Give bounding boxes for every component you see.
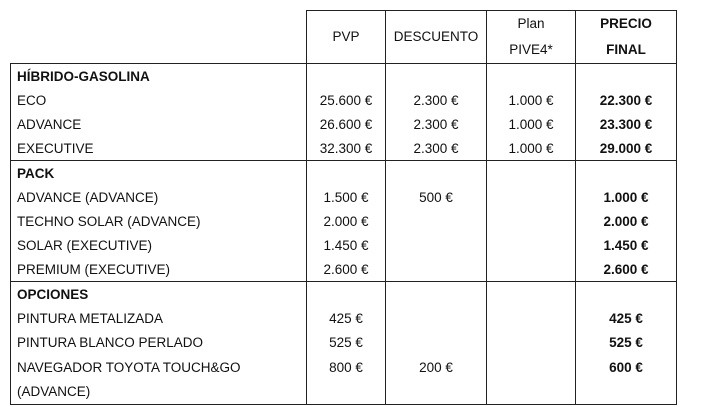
table-row	[11, 257, 677, 282]
price-table	[10, 10, 677, 405]
header-plan	[487, 11, 576, 64]
section-title: PACK	[11, 161, 307, 186]
row-pvp: 26.600 €	[307, 112, 386, 136]
row-descuento	[386, 330, 487, 354]
row-name: ADVANCE	[11, 112, 307, 136]
row-plan: 1.000 €	[487, 112, 576, 136]
row-descuento	[386, 209, 487, 233]
row-pvp: 1.500 €	[307, 185, 386, 209]
row-pvp: 425 €	[307, 306, 386, 330]
header-plan-line1: Plan	[517, 16, 545, 31]
row-final: 2.600 €	[576, 257, 677, 282]
table-row	[11, 330, 677, 354]
section-row-opciones	[11, 282, 677, 307]
row-plan: 1.000 €	[487, 88, 576, 112]
row-final: 1.000 €	[576, 185, 677, 209]
row-descuento	[386, 257, 487, 282]
row-pvp: 2.000 €	[307, 209, 386, 233]
row-name: PREMIUM (EXECUTIVE)	[11, 257, 307, 282]
row-plan	[487, 233, 576, 257]
row-pvp: 800 €	[307, 354, 386, 405]
table-row	[11, 209, 677, 233]
row-plan	[487, 306, 576, 330]
row-descuento: 2.300 €	[386, 112, 487, 136]
row-name: PINTURA METALIZADA	[11, 306, 307, 330]
row-final: 22.300 €	[576, 88, 677, 112]
section-row-pack	[11, 161, 677, 186]
header-precio-final	[576, 11, 677, 64]
row-final: 2.000 €	[576, 209, 677, 233]
row-plan	[487, 330, 576, 354]
row-name: PINTURA BLANCO PERLADO	[11, 330, 307, 354]
row-name-line2: (ADVANCE)	[17, 384, 91, 399]
row-descuento	[386, 306, 487, 330]
section-title: OPCIONES	[11, 282, 307, 307]
table-row	[11, 233, 677, 257]
row-name: SOLAR (EXECUTIVE)	[11, 233, 307, 257]
row-plan	[487, 354, 576, 405]
row-final: 1.450 €	[576, 233, 677, 257]
row-name	[11, 354, 307, 405]
table-row	[11, 112, 677, 136]
row-plan	[487, 185, 576, 209]
header-row	[11, 11, 677, 64]
row-descuento: 200 €	[386, 354, 487, 405]
row-name-line1: NAVEGADOR TOYOTA TOUCH&GO	[17, 360, 241, 375]
table-row	[11, 88, 677, 112]
row-final: 29.000 €	[576, 136, 677, 161]
table-row	[11, 306, 677, 330]
row-pvp: 2.600 €	[307, 257, 386, 282]
row-pvp: 1.450 €	[307, 233, 386, 257]
row-final: 525 €	[576, 330, 677, 354]
row-descuento: 2.300 €	[386, 88, 487, 112]
header-plan-line2: PIVE4*	[509, 42, 553, 57]
row-name: TECHNO SOLAR (ADVANCE)	[11, 209, 307, 233]
row-name: ADVANCE (ADVANCE)	[11, 185, 307, 209]
section-title: HÍBRIDO-GASOLINA	[11, 64, 307, 89]
row-pvp: 32.300 €	[307, 136, 386, 161]
row-pvp: 25.600 €	[307, 88, 386, 112]
row-plan	[487, 257, 576, 282]
row-name: EXECUTIVE	[11, 136, 307, 161]
header-precio-line1: PRECIO	[600, 16, 652, 31]
row-final: 425 €	[576, 306, 677, 330]
row-final: 23.300 €	[576, 112, 677, 136]
header-precio-line2: FINAL	[606, 42, 646, 57]
row-descuento: 2.300 €	[386, 136, 487, 161]
row-name: ECO	[11, 88, 307, 112]
header-descuento: DESCUENTO	[386, 11, 487, 64]
row-descuento: 500 €	[386, 185, 487, 209]
row-descuento	[386, 233, 487, 257]
row-final: 600 €	[576, 354, 677, 405]
row-plan: 1.000 €	[487, 136, 576, 161]
row-pvp: 525 €	[307, 330, 386, 354]
table-row	[11, 354, 677, 405]
row-plan	[487, 209, 576, 233]
table-row	[11, 136, 677, 161]
price-table-wrapper	[10, 10, 677, 405]
table-row	[11, 185, 677, 209]
header-blank-cell	[11, 11, 307, 64]
section-row-hibrido	[11, 64, 677, 89]
header-pvp: PVP	[307, 11, 386, 64]
